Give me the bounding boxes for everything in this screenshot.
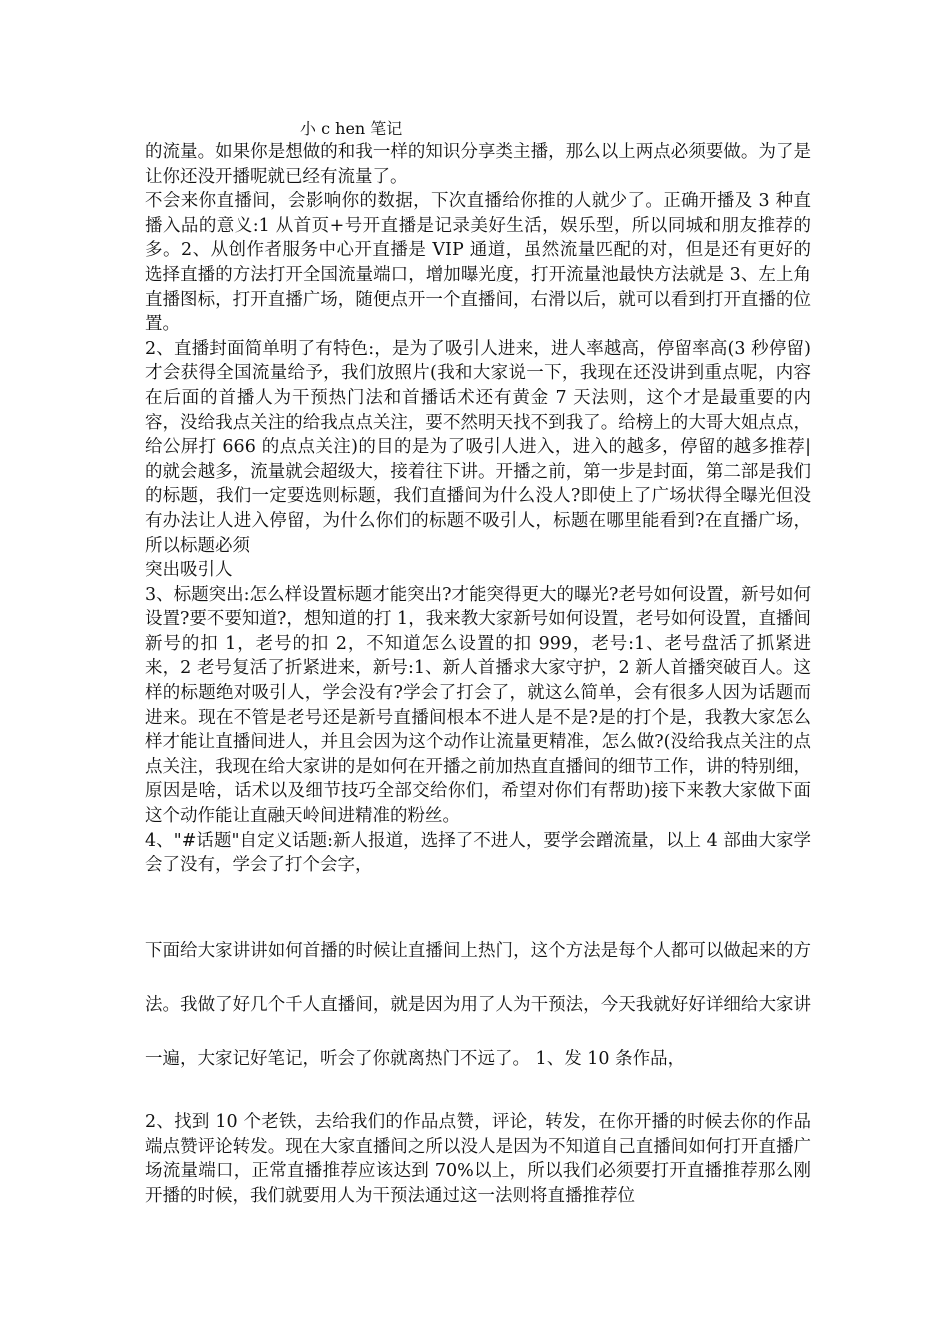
paragraph: 3、标题突出:怎么样设置标题才能突出?才能突得更大的曝光?老号如何设置，新号如何设置?要不要知道?，想知道的打 1，我来教大家新号如何设置，老号如何设置，直播间新号的扣 1，老号的扣 2，不知道怎么设置的扣 999，老号:1、老号盘活了抓紧进来，2 老号复活了折紧进来，新号:1、新人首播求大家守护，2 新人首播突破百人。这样的标题绝对吸引人，学会没有?学会了打会了，就这么简单，会有很多人因为话题而进来。现在不管是老号还是新号直播间根本不进人是不是?是的打个是，我教大家怎么样才能让直播间进人，并且会因为这个动作让流量更精准，怎么做?(没给我点关注的点点关注，我现在给大家讲的是如何在开播之前加热直直播间的细节工作，讲的特别细，原因是啥，话术以及细节技巧全部交给你们，希望对你们有帮助)接下来教大家做下面这个动作能让直融天岭间进精准的粉丝。 <box>145 584 811 827</box>
paragraph-bottom: 2、找到 10 个老铁，去给我们的作品点赞，评论，转发，在你开播的时候去你的作品端点赞评论转发。现在大家直播间之所以没人是因为不知道自己直播间如何打开直播广场流量端口，正常直播推荐应该达到 70%以上，所以我们必须要打开直播推荐那么刚开播的时候，我们就要用人为干预法通过这一法则将直播推荐位 <box>145 1112 811 1206</box>
paragraph: 不会来你直播间，会影响你的数据，下次直播给你推的人就少了。正确开播及 3 种直播入品的意义:1 从首页+号开直播是记录美好生活，娱乐型，所以同城和朋友推荐的多。2、从创作者服务中心开直播是 VIP 通道，虽然流量匹配的对，但是还有更好的选择直播的方法打开全国流量端口，增加曝光度，打开流量池最快方法就是 3、左上角直播图标，打开直播广场，随便点开一个直播间，右滑以后，就可以看到打开直播的位置。 <box>145 191 811 335</box>
paragraph: 4、"#话题"自定义话题:新人报道，选择了不进人，要学会蹭流量，以上 4 部曲大家学会了没有，学会了打个会字， <box>145 830 811 876</box>
paragraph-spaced: 下面给大家讲讲如何首播的时候让直播间上热门，这个方法是每个人都可以做起来的方法。我做了好几个千人直播间，就是因为用了人为干预法，今天我就好好详细给大家讲一遍，大家记好笔记，听会了你就离热门不远了。 1、发 10 条作品， <box>145 941 811 1069</box>
page-header: 小 c hen 笔记 <box>300 119 403 138</box>
body-text-top <box>145 140 811 878</box>
paragraph: 2、直播封面简单明了有特色:，是为了吸引人进来，进人率越高，停留率高(3 秒停留)才会获得全国流量给予，我们放照片(我和大家说一下，我现在还没讲到重点呢，内容在后面的首播人为干预热门法和首播话术还有黄金 7 天法则，这个才是最重要的内容，没给我点关注的给我点点关注，要不然明天找不到我了。给榜上的大哥大姐点点，给公屏打 666 的点点关注)的目的是为了吸引人进入，进入的越多，停留的越多推荐|的就会越多，流量就会超级大，接着往下讲。开播之前，第一步是封面，第二部是我们的标题，我们一定要选则标题，我们直播间为什么没人?即使上了广场状得全曝光但没有办法让人进入停留，为什么你们的标题不吸引人，标题在哪里能看到?在直播广场，所以标题必须 <box>145 338 811 556</box>
paragraph: 的流量。如果你是想做的和我一样的知识分享类主播，那么以上两点必须要做。为了是让你还没开播呢就已经有流量了。 <box>145 142 811 187</box>
paragraph: 突出吸引人 <box>145 560 233 581</box>
